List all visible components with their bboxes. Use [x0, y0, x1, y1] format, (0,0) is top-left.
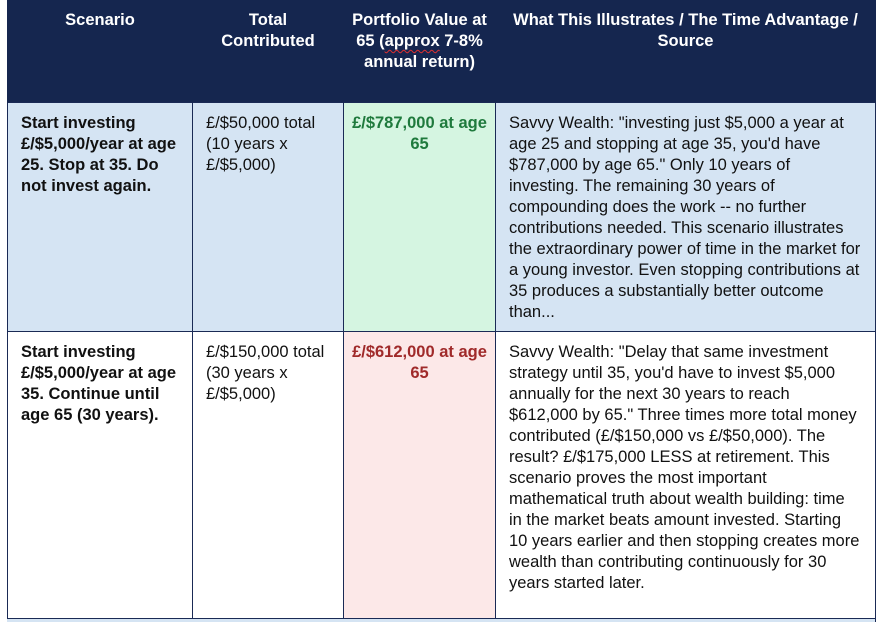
cell-source: Savvy Wealth: "investing just $5,000 a year at age 25 and stopping at age 35, you'd have $787,000 by age 65." Only 10 years of investing. The remaining 30 years of compounding does the work -- no further contributions needed. This scenario illustrates the extraordinary power of time in the market for a young investor. Even stopping contributions at 35 produces a substantially better outcome than...	[496, 102, 876, 331]
header-scenario: Scenario	[8, 0, 193, 102]
cell-total-contributed: £/$50,000 total (10 years x £/$5,000)	[193, 102, 344, 331]
table-row	[8, 102, 876, 331]
header-portfolio-value	[344, 0, 496, 102]
header-source: What This Illustrates / The Time Advantage / Source	[496, 0, 876, 102]
comparison-table	[7, 0, 876, 622]
header-total-contributed: Total Contributed	[193, 0, 344, 102]
header-portfolio-value-text-1: Portfolio Value at 65 (	[352, 11, 487, 50]
cell-total-contributed: £/$150,000 total (30 years x £/$5,000)	[193, 331, 344, 621]
cell-portfolio-value: £/$787,000 at age 65	[344, 102, 496, 331]
cell-scenario: Start investing £/$5,000/year at age 35. Continue until age 65 (30 years).	[8, 331, 193, 621]
next-table-row-partial	[7, 618, 875, 622]
table-row	[8, 331, 876, 621]
spellcheck-word: approx	[384, 32, 440, 50]
document-page	[7, 0, 875, 622]
header-portfolio-value-text-2: 7-8% annual return)	[364, 32, 483, 71]
cell-scenario: Start investing £/$5,000/year at age 25. Stop at 35. Do not invest again.	[8, 102, 193, 331]
cell-portfolio-value: £/$612,000 at age 65	[344, 331, 496, 621]
cell-source: Savvy Wealth: "Delay that same investment strategy until 35, you'd have to invest $5,000 annually for the next 30 years to reach $612,000 by 65." Three times more total money contributed (£/$150,000 vs £/$50,000). The result? £/$175,000 LESS at retirement. This scenario proves the most important mathematical truth about wealth building: time in the market beats amount invested. Starting 10 years earlier and then stopping creates more wealth than contributing continuously for 30 years started later.	[496, 331, 876, 621]
table-header	[8, 0, 876, 102]
